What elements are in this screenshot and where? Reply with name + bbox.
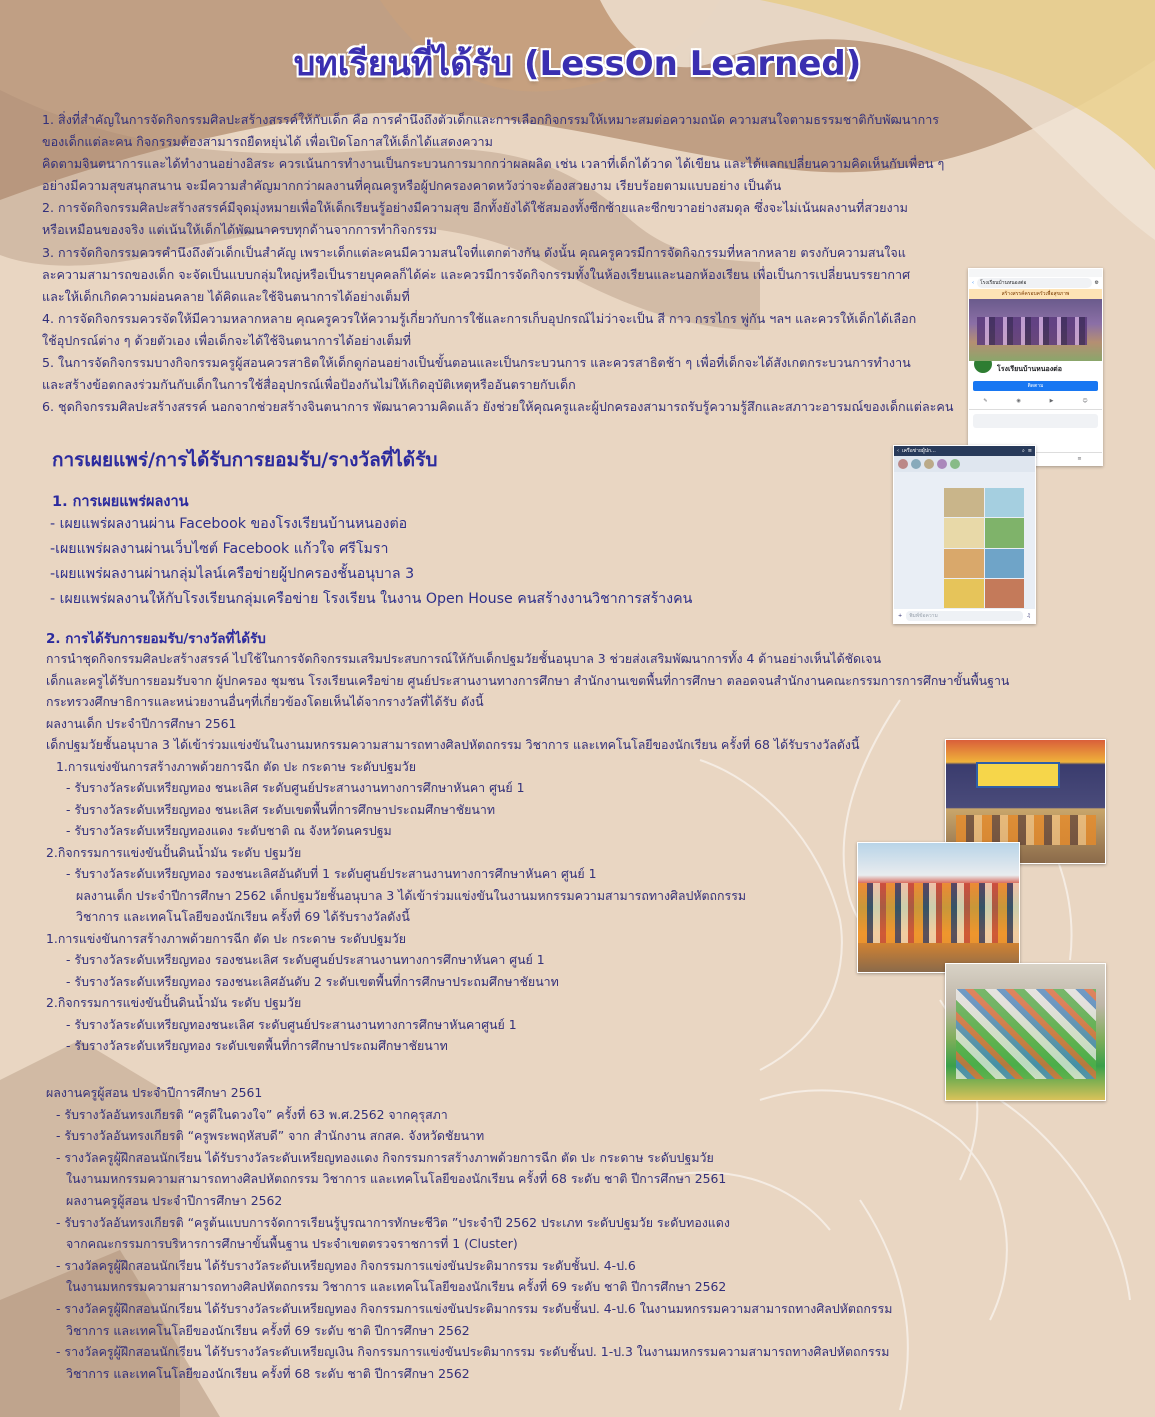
award-line: - รับรางวัลระดับเหรียญทอง ระดับเขตพื้นที่การศึกษาประถมศึกษาชัยนาท (66, 1038, 448, 1053)
list-item: - เผยแพร่ผลงานให้กับโรงเรียนกลุ่มเครือข่าย โรงเรียน ในงาน Open House คนสร้างงานวิชาการสร้างคน (50, 591, 693, 607)
award-line: - รางวัลครูผู้ฝึกสอนนักเรียน ได้รับรางวัลระดับเหรียญทอง กิจกรรมการแข่งขันประติมากรรม ระดับชั้นป. 4-ป.6 (56, 1257, 636, 1273)
shared-artwork-photos (944, 488, 1024, 608)
search-icon: ⌕ (1021, 448, 1025, 454)
facebook-page-screenshot (968, 268, 1103, 466)
back-arrow-icon: ‹ (972, 280, 974, 286)
video-icon: ▶ (1049, 398, 1054, 404)
award-line: 1.การแข่งขันการสร้างภาพด้วยการฉีก ตัด ปะ กระดาษ ระดับปฐมวัย (46, 930, 406, 946)
award-line: กระทรวงศึกษาธิการและหน่วยงานอื่นๆที่เกี่ยวข้องโดยเห็นได้จากรางวัลที่ได้รับ ดังนี้ (46, 694, 484, 709)
edit-icon: ✎ (983, 398, 988, 404)
award-line: ผลงานครูผู้สอน ประจำปีการศึกษา 2562 (66, 1192, 283, 1208)
award-line: - รางวัลครูผู้ฝึกสอนนักเรียน ได้รับรางวัลระดับเหรียญทอง กิจกรรมการแข่งขันประติมากรรม ระดับชั้นป. 4-ป.6 ในงานมหกรรมความสามารถทางศิลปหัตถกรรม (56, 1300, 893, 1316)
recognition-heading: 2. การได้รับการยอมรับ/รางวัลที่ได้รับ (46, 631, 266, 647)
award-line: จากคณะกรรมการบริหารการศึกษาขั้นพื้นฐาน ประจำเขตตรวจราชการที่ 1 (Cluster) (66, 1236, 518, 1252)
lesson-line: หรือเหมือนของจริง แต่เน้นให้เด็กได้พัฒนาครบทุกด้านจากการทำกิจกรรม (42, 222, 437, 238)
fb-page-name: โรงเรียนบ้านหนองต่อ (997, 364, 1062, 373)
lesson-line: และให้เด็กเกิดความผ่อนคลาย ได้คิดและใช้จินตนาการได้อย่างเต็มที่ (42, 288, 410, 304)
lesson-line: 4. การจัดกิจกรรมควรจัดให้มีความหลากหลาย คุณครูควรให้ความรู้เกี่ยวกับการใช้และการเก็บอุปกรณ์ไม่ว่าจะเป็น สี กาว กรรไกร พู่กัน ฯลฯ และควรให้เด็กได้เลือก (42, 310, 917, 326)
dissemination-list (50, 512, 692, 612)
line-chat-screenshot (893, 445, 1036, 624)
lesson-line: 1. สิ่งที่สำคัญในการจัดกิจกรรมศิลปะสร้างสรรค์ให้กับเด็ก คือ การคำนึงถึงตัวเด็กและการเลือกกิจกรรมให้เหมาะสมต่อความถนัด ความสนใจตามธรรมชาติกับพัฒนาการ (42, 112, 940, 127)
list-item: - เผยแพร่ผลงานผ่าน Facebook ของโรงเรียนบ้านหนองต่อ (50, 516, 408, 532)
award-line: - รับรางวัลระดับเหรียญทอง รองชนะเลิศ ระดับศูนย์ประสานงานทางการศึกษาหันคา ศูนย์ 1 (66, 952, 545, 967)
award-line: 2.กิจกรรมการแข่งขันปั้นดินน้ำมัน ระดับ ปฐมวัย (46, 844, 302, 860)
award-line: - รับรางวัลอันทรงเกียรติ “ครูดีในดวงใจ” ครั้งที่ 63 พ.ศ.2562 จากคุรุสภา (56, 1106, 448, 1122)
award-line: ผลงานครูผู้สอน ประจำปีการศึกษา 2561 (46, 1085, 263, 1100)
award-line: 2.กิจกรรมการแข่งขันปั้นดินน้ำมัน ระดับ ปฐมวัย (46, 995, 302, 1010)
classroom-activity-photo (945, 963, 1106, 1101)
gear-icon: ⚙ (1094, 280, 1099, 286)
plus-icon: + (898, 613, 903, 619)
follow-button: ติดตาม (973, 381, 1098, 391)
award-line: - รับรางวัลระดับเหรียญทอง ชนะเลิศ ระดับศูนย์ประสานงานทางการศึกษาหันคา ศูนย์ 1 (66, 780, 525, 795)
award-line: - รับรางวัลระดับเหรียญทองชนะเลิศ ระดับศูนย์ประสานงานทางการศึกษาหันคาศูนย์ 1 (66, 1016, 517, 1032)
award-line: - รางวัลครูผู้ฝึกสอนนักเรียน ได้รับรางวัลระดับเหรียญเงิน กิจกรรมการแข่งขันประติมากรรม ระดับชั้นป. 1-ป.3 ในงานมหกรรมความสามารถทางศิลปหัตถกรรม (56, 1344, 890, 1360)
lesson-line: อย่างมีความสุขสนุกสนาน จะมีความสำคัญมากกว่าผลงานที่คุณครูหรือผู้ปกครองคาดหวังว่าจะต้องสวยงาม เรียบร้อยตามแบบอย่าง เป็นต้น (42, 178, 782, 194)
award-line: เด็กปฐมวัยชั้นอนุบาล 3 ได้เข้าร่วมแข่งขันในงานมหกรรมความสามารถทางศิลปหัตถกรรม วิชาการ และเทคโนโลยีของนักเรียน ครั้งที่ 68 ได้รับรางวัลดังนี้ (46, 737, 860, 752)
lesson-line: ของเด็กแต่ละคน กิจกรรมต้องสามารถยืดหยุ่นได้ เพื่อเปิดโอกาสให้เด็กได้แสดงความ (42, 134, 493, 150)
back-arrow-icon: ‹ (897, 448, 899, 454)
list-item: -เผยแพร่ผลงานผ่านเว็บไซต์ Facebook แก้วใจ ศรีโมรา (50, 541, 389, 557)
award-line: ผลงานเด็ก ประจำปีการศึกษา 2562 เด็กปฐมวัยชั้นอนุบาล 3 ได้เข้าร่วมแข่งขันในงานมหกรรมความสามารถทางศิลปหัตถกรรม (76, 887, 747, 903)
chat-header: เครือข่ายผู้ปก... (902, 448, 936, 454)
lessons-list (42, 109, 954, 418)
lesson-line: ละความสามารถของเด็ก จะจัดเป็นแบบกลุ่มใหญ่หรือเป็นรายบุคคลก็ได้ค่ะ และควรมีการจัดกิจกรรมทั้งในห้องเรียนและนอกห้องเรียน เพื่อเป็นการเปลี่ยนบรรยากาศ (42, 266, 911, 282)
section-heading: การเผยแพร่/การได้รับการยอมรับ/รางวัลที่ได้รับ (52, 449, 438, 471)
search-field: โรงเรียนบ้านหนองต่อ (977, 278, 1092, 288)
award-line: ในงานมหกรรมความสามารถทางศิลปหัตถกรรม วิชาการ และเทคโนโลยีของนักเรียน ครั้งที่ 69 ระดับ ชาติ ปีการศึกษา 2562 (66, 1279, 727, 1295)
lesson-line: 2. การจัดกิจกรรมศิลปะสร้างสรรค์มีจุดมุ่งหมายเพื่อให้เด็กเรียนรู้อย่างมีความสุข อีกทั้งยังได้ใช้สมองทั้งซีกซ้ายและซีกขวาอย่างสมดุล ซึ่งจะไม่เน้นผลงานที่สวยงาม (42, 200, 908, 216)
people-icon: ☺ (1082, 398, 1088, 404)
page-title: บทเรียนที่ได้รับ (LessOn Learned) (293, 44, 862, 84)
award-line: - รับรางวัลระดับเหรียญทอง รองชนะเลิศอันดับที่ 1 ระดับศูนย์ประสานงานทางการศึกษาหันคา ศูนย์ 1 (66, 866, 597, 881)
award-line: - รับรางวัลอันทรงเกียรติ “ครูต้นแบบการจัดการเรียนรู้บูรณาการทักษะชีวิต ”ประจำปี 2562 ประเภท ระดับปฐมวัย ระดับทองแดง (56, 1214, 730, 1230)
award-line: ผลงานเด็ก ประจำปีการศึกษา 2561 (46, 715, 237, 731)
member-avatars (894, 456, 1035, 472)
award-line: วิชาการ และเทคโนโลยีของนักเรียน ครั้งที่ 68 ระดับ ชาติ ปีการศึกษา 2562 (66, 1365, 470, 1381)
lesson-line: ใช้อุปกรณ์ต่าง ๆ ด้วยตัวเอง เพื่อเด็กจะได้ใช้จินตนาการได้อย่างเต็มที่ (42, 332, 412, 348)
lesson-line: 3. การจัดกิจกรรมควรคำนึงถึงตัวเด็กเป็นสำคัญ เพราะเด็กแต่ละคนมีความสนใจที่แตกต่างกัน ดังนั้น คุณครูควรมีการจัดกิจกรรมที่หลากหลาย ตรงกับความสนใจแ (42, 244, 906, 260)
award-line: - รางวัลครูผู้ฝึกสอนนักเรียน ได้รับรางวัลระดับเหรียญทองแดง กิจกรรมการสร้างภาพด้วยการฉีก ตัด ปะ กระดาษ ระดับปฐมวัย (56, 1149, 714, 1165)
camera-icon: ◉ (1016, 398, 1021, 404)
fb-banner: สร้างสรรค์ครอบครัวเพื่อสุขภาพ (969, 289, 1102, 299)
award-line: - รับรางวัลอันทรงเกียรติ “ครูพระพฤหัสบดี” จาก สำนักงาน สกสค. จังหวัดชัยนาท (56, 1128, 485, 1144)
menu-icon: ≡ (1027, 448, 1032, 454)
list-item: -เผยแพร่ผลงานผ่านกลุ่มไลน์เครือข่ายผู้ปกครองชั้นอนุบาล 3 (50, 566, 415, 582)
award-line: 1.การแข่งขันการสร้างภาพด้วยการฉีก ตัด ปะ กระดาษ ระดับปฐมวัย (56, 758, 416, 774)
lesson-line: และสร้างข้อตกลงร่วมกันกับเด็กในการใช้สื่ออุปกรณ์เพื่อป้องกันไม่ให้เกิดอุบัติเหตุหรืออันตรายกับเด็ก (42, 377, 576, 393)
dissemination-heading: 1. การเผยแพร่ผลงาน (52, 494, 189, 510)
lesson-line: คิดตามจินตนาการและได้ทำงานอย่างอิสระ ควรเน้นการทำงานเป็นกระบวนการมากกว่าผลผลิต เช่น เวลาที่เด็กได้วาด ได้เขียน และได้แลกเปลี่ยนความคิดเห็นกับเพื่อน ๆ (42, 156, 945, 172)
menu-icon: ≡ (1077, 456, 1082, 462)
mic-icon: ♫ (1026, 613, 1031, 619)
award-line: เด็กและครูได้รับการยอมรับจาก ผู้ปกครอง ชุมชน โรงเรียนเครือข่าย ศูนย์ประสานงานทางการศึกษา สำนักงานเขตพื้นที่การศึกษา ตลอดจนสำนักงานคณะกรรมการการศึกษาขั้นพื้นฐาน (46, 672, 1010, 688)
award-line: วิชาการ และเทคโนโลยีของนักเรียน ครั้งที่ 69 ได้รับรางวัลดังนี้ (76, 909, 410, 924)
award-line: วิชาการ และเทคโนโลยีของนักเรียน ครั้งที่ 69 ระดับ ชาติ ปีการศึกษา 2562 (66, 1322, 470, 1338)
fb-cover-photo (969, 299, 1102, 361)
award-line: - รับรางวัลระดับเหรียญทองแดง ระดับชาติ ณ จังหวัดนครปฐม (66, 823, 392, 838)
award-line: - รับรางวัลระดับเหรียญทอง รองชนะเลิศอันดับ 2 ระดับเขตพื้นที่การศึกษาประถมศึกษาชัยนาท (66, 973, 559, 989)
chat-input: พิมพ์ข้อความ (906, 611, 1022, 621)
award-line: ในงานมหกรรมความสามารถทางศิลปหัตถกรรม วิชาการ และเทคโนโลยีของนักเรียน ครั้งที่ 68 ระดับ ชาติ ปีการศึกษา 2561 (66, 1171, 727, 1187)
teacher-awards-list (46, 1082, 892, 1384)
award-line: การนำชุดกิจกรรมศิลปะสร้างสรรค์ ไปใช้ในการจัดกิจกรรมเสริมประสบการณ์ให้กับเด็กปฐมวัยชั้นอนุบาล 3 ช่วยส่งเสริมพัฒนาการทั้ง 4 ด้านอย่างเห็นได้ชัดเจน (46, 651, 882, 666)
lesson-line: 6. ชุดกิจกรรมศิลปะสร้างสรรค์ นอกจากช่วยสร้างจินตนาการ พัฒนาความคิดแล้ว ยังช่วยให้คุณครูและผู้ปกครองสามารถรับรู้ความรู้สึกและสภาวะอารมณ์ของเด็กแต่ละคน (42, 399, 954, 415)
lesson-line: 5. ในการจัดกิจกรรมบางกิจกรรมครูผู้สอนควรสาธิตให้เด็กดูก่อนอย่างเป็นขั้นตอนและเป็นกระบวนการ และควรสาธิตช้า ๆ เพื่อที่เด็กจะได้สังเกตกระบวนการทำงาน (42, 355, 911, 371)
group-photo (857, 842, 1020, 973)
award-line: - รับรางวัลระดับเหรียญทอง ชนะเลิศ ระดับเขตพื้นที่การศึกษาประถมศึกษาชัยนาท (66, 801, 495, 817)
